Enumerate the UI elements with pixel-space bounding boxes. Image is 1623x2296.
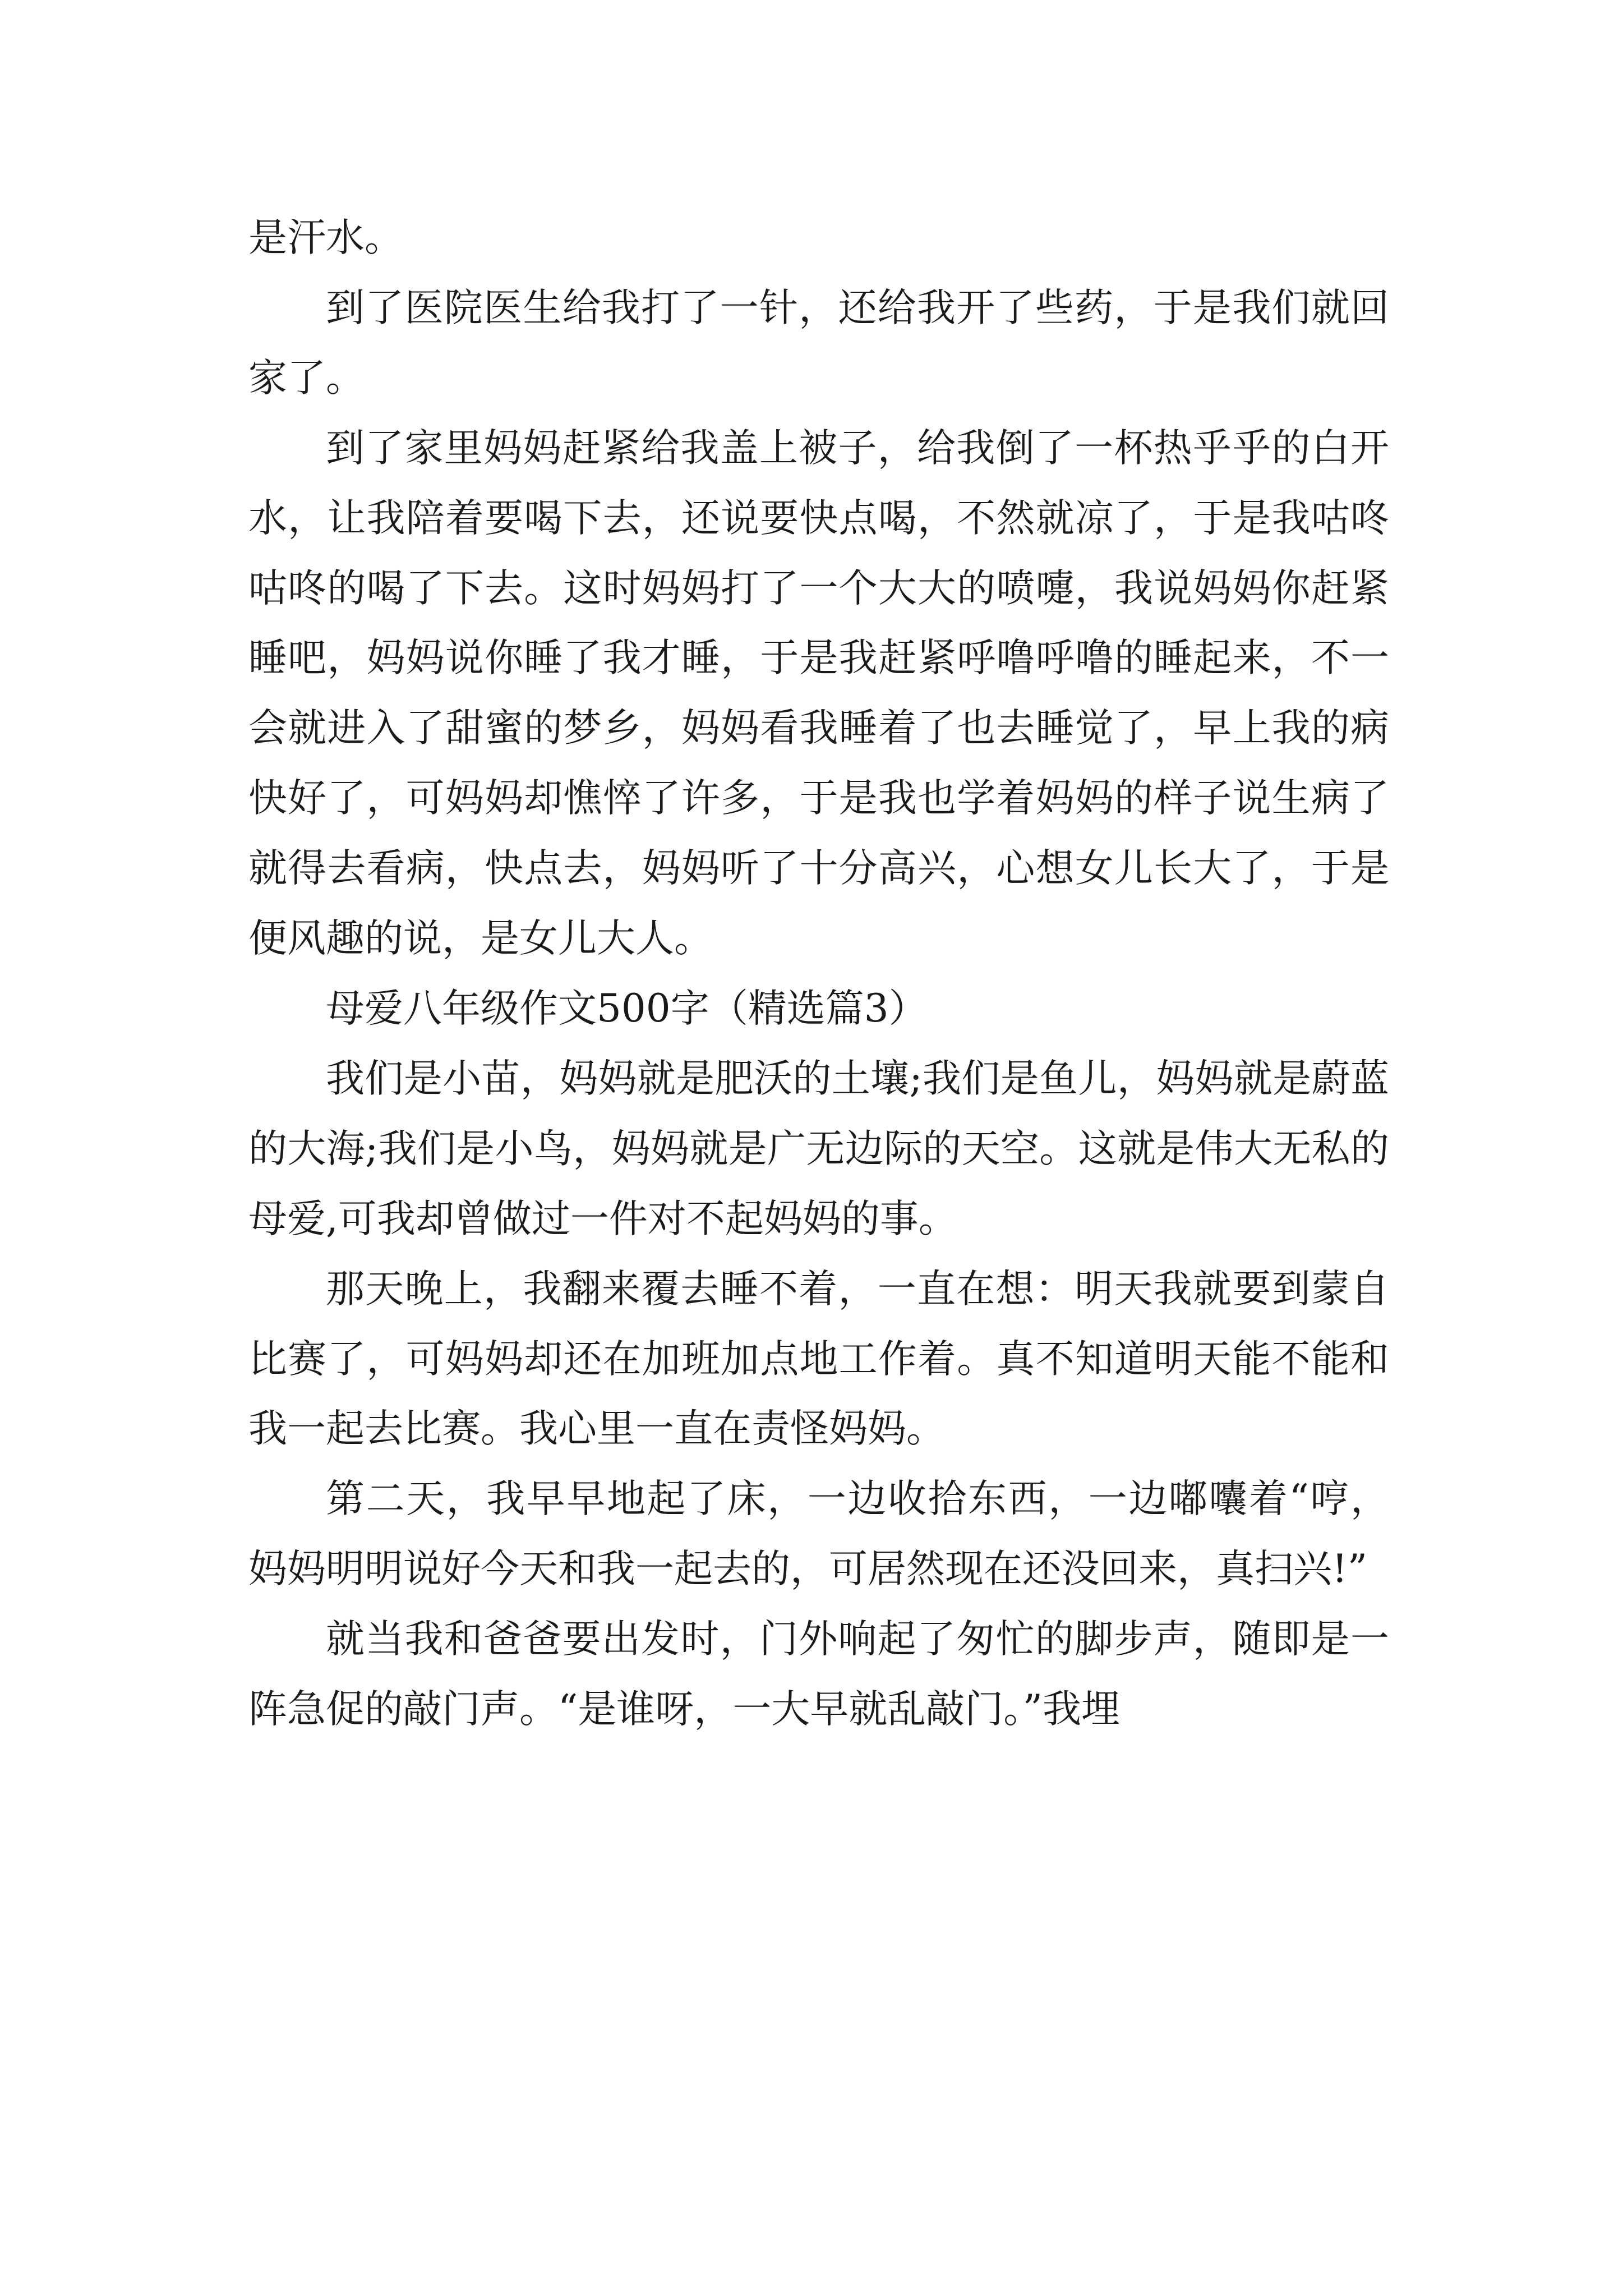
paragraph-7: 就当我和爸爸要出发时，门外响起了匆忙的脚步声，随即是一阵急促的敲门声。“是谁呀，一大早就乱敲门。”我埋 bbox=[248, 1617, 1389, 1732]
paragraph-3: 到了家里妈妈赶紧给我盖上被子，给我倒了一杯热乎乎的白开水，让我陪着要喝下去，还说要快点喝，不然就凉了，于是我咕咚咕咚的喝了下去。这时妈妈打了一个大大的喷嚏，我说妈妈你赶紧睡吧，妈妈说你睡了我才睡，于是我赶紧呼噜呼噜的睡起来，不一会就进入了甜蜜的梦乡，妈妈看我睡着了也去睡觉了，早上我的病快好了，可妈妈却憔悴了许多，于是我也学着妈妈的样子说生病了就得去看病，快点去，妈妈听了十分高兴，心想女儿长大了，于是便风趣的说，是女儿大人。 bbox=[248, 425, 1389, 961]
paragraph-4: 我们是小苗，妈妈就是肥沃的土壤;我们是鱼儿，妈妈就是蔚蓝的大海;我们是小鸟，妈妈就是广无边际的天空。这就是伟大无私的母爱,可我却曾做过一件对不起妈妈的事。 bbox=[248, 1056, 1389, 1241]
paragraph-6: 第二天，我早早地起了床，一边收拾东西，一边嘟囔着“哼，妈妈明明说好今天和我一起去的，可居然现在还没回来，真扫兴!” bbox=[248, 1476, 1389, 1592]
paragraph-1: 是汗水。 bbox=[248, 215, 403, 260]
document-body bbox=[248, 203, 1389, 1745]
section-heading: 母爱八年级作文500字（精选篇3） bbox=[326, 986, 928, 1031]
paragraph-2: 到了医院医生给我打了一针，还给我开了些药，于是我们就回家了。 bbox=[248, 285, 1389, 401]
paragraph-5: 那天晚上，我翻来覆去睡不着，一直在想：明天我就要到蒙自比赛了，可妈妈却还在加班加点地工作着。真不知道明天能不能和我一起去比赛。我心里一直在责怪妈妈。 bbox=[248, 1266, 1389, 1452]
